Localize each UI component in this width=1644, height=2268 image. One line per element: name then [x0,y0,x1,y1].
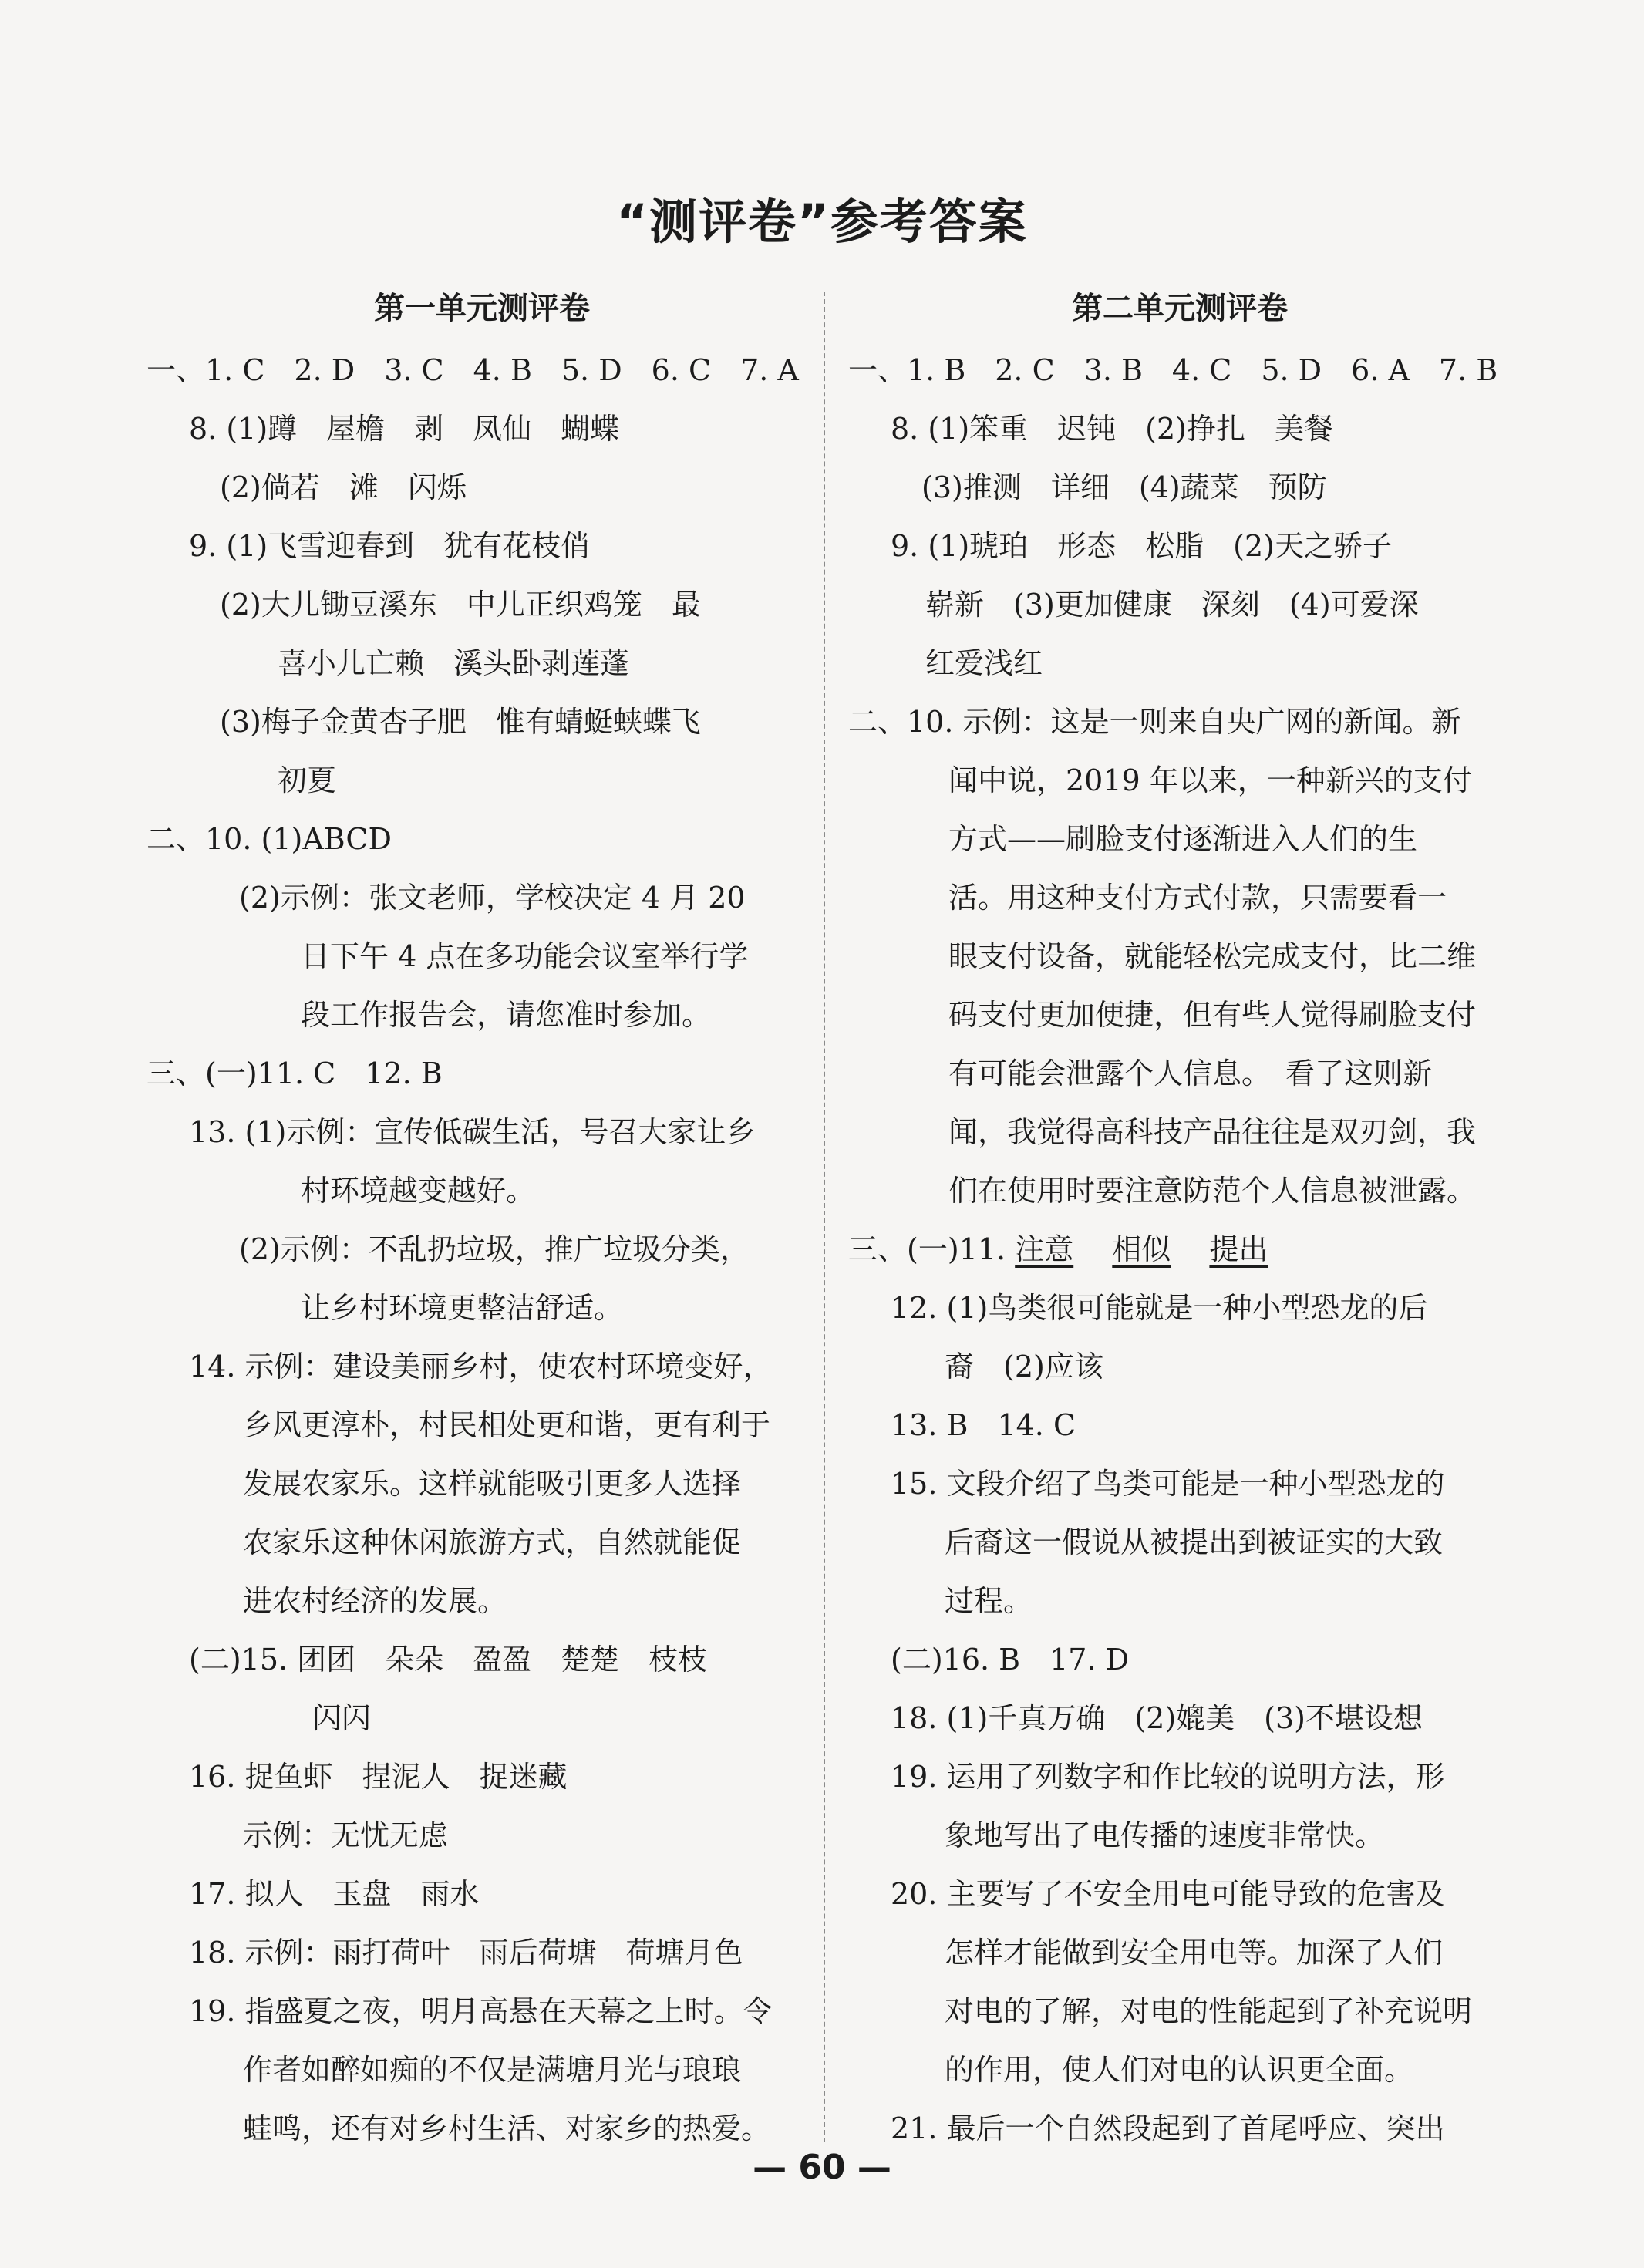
answer-line: 眼支付设备，就能轻松完成支付，比二维 [948,939,1477,973]
answer-line: 蛙鸣，还有对乡村生活、对家乡的热爱。 [243,2111,771,2145]
answer-line: (2)倘若 滩 闪烁 [220,470,467,504]
answer-line: 日下午 4 点在多功能会议室举行学 [301,939,749,973]
answer-line: 有可能会泄露个人信息。 看了这则新 [948,1056,1433,1090]
answer-line: 示例：无忧无虑 [243,1818,449,1852]
answer-line: 18. 示例：雨打荷叶 雨后荷塘 荷塘月色 [189,1936,743,1970]
answer-line: 13. B 14. C [891,1408,1076,1442]
answer-line: 9. (1)琥珀 形态 松脂 (2)天之骄子 [891,529,1392,563]
answer-line: 19. 指盛夏之夜，明月高悬在天幕之上时。令 [189,1994,773,2028]
answer-line: 19. 运用了列数字和作比较的说明方法，形 [891,1760,1445,1794]
answer-line: 象地写出了电传播的速度非常快。 [945,1818,1385,1852]
answer-line: 让乡村环境更整洁舒适。 [301,1291,624,1325]
answer-line: 闻，我觉得高科技产品往往是双刃剑，我 [948,1115,1477,1149]
column-divider [824,292,825,2142]
q11-prefix: 三、(一)11. [848,1232,1006,1266]
right-column [848,285,1511,2158]
answer-line: 16. 捉鱼虾 捏泥人 捉迷藏 [189,1760,568,1794]
answer-line: 喜小儿亡赖 溪头卧剥莲蓬 [278,646,630,680]
answer-line: (3)推测 详细 (4)蔬菜 预防 [921,470,1327,504]
answer-line: 农家乐这种休闲旅游方式，自然就能促 [243,1525,742,1559]
answer-line-q11 [848,1220,1511,1279]
answer-line: 红爱浅红 [925,646,1043,680]
page-number: — 60 — [753,2148,891,2187]
answer-line: 乡风更淳朴，村民相处更和谐，更有利于 [243,1408,771,1442]
answer-line: (二)16. B 17. D [891,1643,1130,1677]
q11-answer: 注意 [1015,1232,1074,1266]
right-column-heading: 第二单元测评卷 [1072,291,1288,326]
answer-line: 闻中说，2019 年以来，一种新兴的支付 [948,763,1472,797]
left-column-heading: 第一单元测评卷 [374,291,590,326]
answer-line: 一、1. B 2. C 3. B 4. C 5. D 6. A 7. B [848,353,1498,387]
answer-line: 段工作报告会，请您准时参加。 [301,998,712,1032]
left-column [147,285,817,2158]
answer-line: 17. 拟人 玉盘 雨水 [189,1877,480,1911]
answer-line: 13. (1)示例：宣传低碳生活，号召大家让乡 [189,1115,756,1149]
answer-line: 闪闪 [312,1701,372,1735]
answer-line: 18. (1)千真万确 (2)媲美 (3)不堪设想 [891,1701,1423,1735]
answer-line: 对电的了解，对电的性能起到了补充说明 [945,1994,1473,2028]
q11-answer: 提出 [1209,1232,1268,1266]
answer-line: 崭新 (3)更加健康 深刻 (4)可爱深 [925,588,1419,622]
answer-line: 怎样才能做到安全用电等。加深了人们 [945,1936,1444,1970]
answer-line: 9. (1)飞雪迎春到 犹有花枝俏 [189,529,591,563]
answer-line: (2)示例：不乱扔垃圾，推广垃圾分类， [239,1232,750,1266]
answer-line: 后裔这一假说从被提出到被证实的大致 [945,1525,1444,1559]
answer-line: 二、10. (1)ABCD [147,822,392,856]
answer-line: 20. 主要写了不安全用电可能导致的危害及 [891,1877,1445,1911]
q11-answer: 相似 [1112,1232,1171,1266]
answer-line: 14. 示例：建设美丽乡村，使农村环境变好， [189,1350,773,1383]
answer-line: 二、10. 示例：这是一则来自央广网的新闻。新 [848,705,1461,739]
answer-line: 8. (1)笨重 迟钝 (2)挣扎 美餐 [891,412,1333,446]
answer-line: 21. 最后一个自然段起到了首尾呼应、突出 [891,2111,1445,2145]
answer-line: (二)15. 团团 朵朵 盈盈 楚楚 枝枝 [189,1643,708,1677]
answer-line: 15. 文段介绍了鸟类可能是一种小型恐龙的 [891,1467,1445,1501]
page-title: “测评卷”参考答案 [616,194,1028,250]
answer-line: 过程。 [945,1584,1033,1618]
answer-line: 初夏 [278,763,337,797]
answer-line: 们在使用时要注意防范个人信息被泄露。 [948,1174,1477,1208]
answer-line: 三、(一)11. C 12. B [147,1056,443,1090]
answer-line: 裔 (2)应该 [945,1350,1103,1383]
answer-line: 方式——刷脸支付逐渐进入人们的生 [948,822,1418,856]
answer-line: 8. (1)蹲 屋檐 剥 凤仙 蝴蝶 [189,412,620,446]
answer-line: (2)大儿锄豆溪东 中儿正织鸡笼 最 [220,588,701,622]
answer-line: 12. (1)鸟类很可能就是一种小型恐龙的后 [891,1291,1428,1325]
answer-line: 作者如醉如痴的不仅是满塘月光与琅琅 [243,2053,742,2087]
answer-line: (3)梅子金黄杏子肥 惟有蜻蜓蛱蝶飞 [220,705,701,739]
answer-line: 一、1. C 2. D 3. C 4. B 5. D 6. C 7. A [147,353,799,387]
answer-line: 码支付更加便捷，但有些人觉得刷脸支付 [948,998,1477,1032]
answer-line: 进农村经济的发展。 [243,1584,507,1618]
answer-line: 活。用这种支付方式付款，只需要看一 [948,881,1447,915]
answer-line: 村环境越变越好。 [301,1174,536,1208]
answer-line: 发展农家乐。这样就能吸引更多人选择 [243,1467,742,1501]
answer-line: 的作用，使人们对电的认识更全面。 [945,2053,1414,2087]
answer-line: (2)示例：张文老师，学校决定 4 月 20 [239,881,746,915]
